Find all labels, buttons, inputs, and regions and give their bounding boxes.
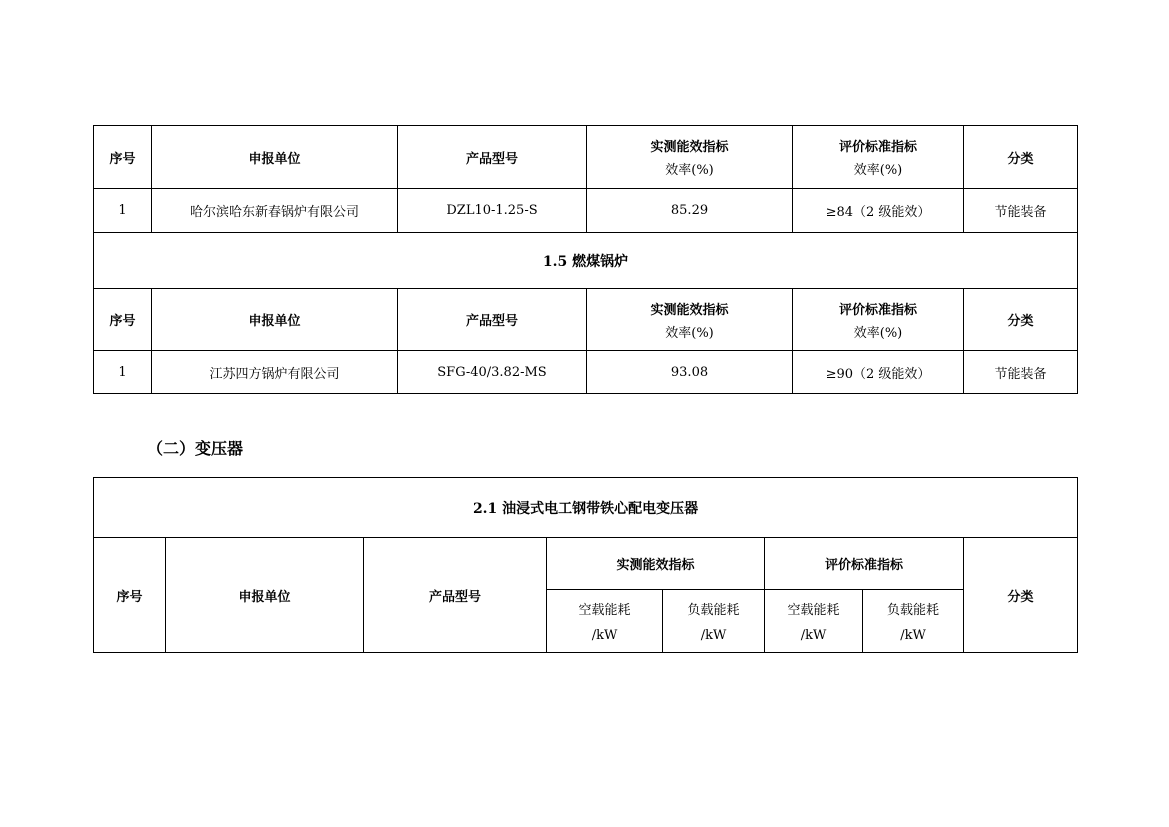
header-measured-sub: 效率(%) (665, 325, 714, 341)
transformer-table (93, 477, 1078, 653)
header-seq: 序号 (94, 289, 152, 351)
header-standard-sub: 效率(%) (853, 325, 903, 341)
header-measured (587, 289, 793, 351)
header-measured-load (663, 590, 765, 653)
header-measured (587, 126, 793, 189)
header-standard-label: 评价标准指标 (838, 302, 917, 318)
noload-label: 空载能耗 (787, 603, 840, 618)
cell-seq: 1 (94, 189, 152, 233)
noload-unit: /kW (591, 628, 618, 643)
header-standard (793, 289, 964, 351)
section-title-coal-boiler: 1.5 燃煤锅炉 (94, 233, 1078, 289)
header-standard-noload (765, 590, 863, 653)
section-heading-transformer: （二）变压器 (147, 439, 244, 458)
table-row (94, 189, 1078, 233)
header-category: 分类 (964, 289, 1078, 351)
noload-unit: /kW (800, 628, 827, 643)
header-measured-label: 实测能效指标 (650, 302, 729, 318)
cell-measured: 93.08 (587, 351, 793, 394)
boiler-table (93, 125, 1078, 394)
header-standard (793, 126, 964, 189)
header-measured-sub: 效率(%) (665, 163, 714, 178)
header-model: 产品型号 (398, 289, 587, 351)
header-standard-load (863, 590, 964, 653)
cell-category: 节能装备 (964, 351, 1078, 394)
cell-model: SFG-40/3.82-MS (398, 351, 587, 394)
cell-standard: ≥90（2 级能效） (793, 351, 964, 394)
header-model: 产品型号 (364, 538, 547, 653)
table-row (94, 351, 1078, 394)
header-category: 分类 (964, 538, 1078, 653)
header-standard-sub: 效率(%) (853, 163, 903, 178)
cell-unit: 哈尔滨哈东新春锅炉有限公司 (152, 189, 398, 233)
header-model: 产品型号 (398, 126, 587, 189)
header-measured-noload (547, 590, 663, 653)
header-standard-label: 评价标准指标 (838, 140, 917, 155)
cell-standard: ≥84（2 级能效） (793, 189, 964, 233)
header-seq: 序号 (94, 126, 152, 189)
header-unit: 申报单位 (166, 538, 364, 653)
load-unit: /kW (900, 628, 926, 643)
cell-measured: 85.29 (587, 189, 793, 233)
cell-category: 节能装备 (964, 189, 1078, 233)
header-measured: 实测能效指标 (547, 538, 765, 590)
header-unit: 申报单位 (152, 126, 398, 189)
header-unit: 申报单位 (152, 289, 398, 351)
header-measured-label: 实测能效指标 (650, 140, 729, 155)
load-unit: /kW (700, 628, 727, 643)
cell-seq: 1 (94, 351, 152, 394)
cell-unit: 江苏四方锅炉有限公司 (152, 351, 398, 394)
load-label: 负载能耗 (886, 603, 939, 618)
transformer-table-title: 2.1 油浸式电工钢带铁心配电变压器 (94, 478, 1078, 538)
header-standard: 评价标准指标 (765, 538, 964, 590)
noload-label: 空载能耗 (578, 603, 631, 618)
cell-model: DZL10-1.25-S (398, 189, 587, 233)
load-label: 负载能耗 (687, 603, 740, 618)
header-seq: 序号 (94, 538, 166, 653)
header-category: 分类 (964, 126, 1078, 189)
